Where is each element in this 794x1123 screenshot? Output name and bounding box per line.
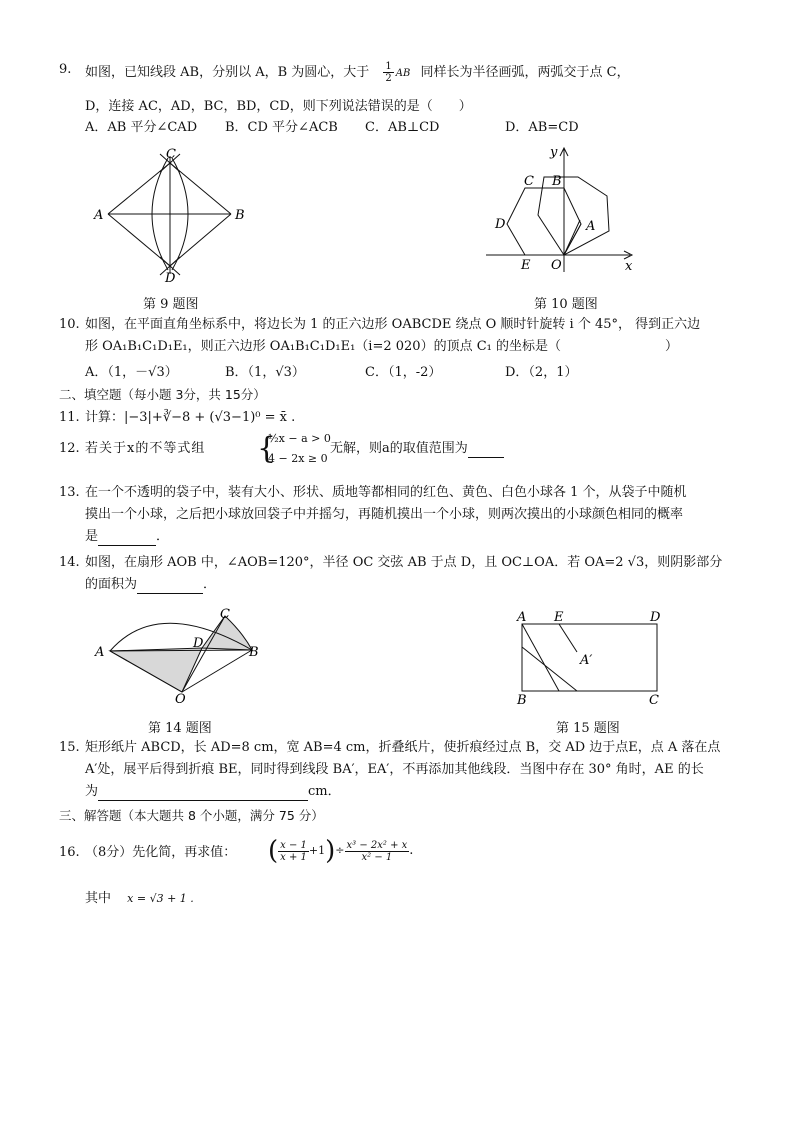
fig15-label-e: E xyxy=(554,610,564,625)
q14-line2 xyxy=(85,576,216,594)
q9-number: 9. xyxy=(59,62,72,77)
q12-system-2: 4 − 2x ≥ 0 xyxy=(268,452,328,465)
fig14-label-d: D xyxy=(193,636,204,651)
q16-expression xyxy=(268,833,413,870)
q12-pre: 若关于x的不等式组 xyxy=(85,441,206,456)
fig15-label-a-prime: A′ xyxy=(580,653,593,668)
q13-number: 13. xyxy=(59,485,80,500)
fig15-label-c: C xyxy=(649,693,659,708)
q10-option-d: D．（2，1） xyxy=(505,365,578,380)
q9-line1-text: 如图，已知线段 AB，分别以 A，B 为圆心，大于 xyxy=(85,65,370,80)
fig14-label-o: O xyxy=(175,692,186,704)
fig10-caption: 第 10 题图 xyxy=(534,297,598,312)
q9-line2: D，连接 AC，AD，BC，BD，CD，则下列说法错误的是（ ） xyxy=(85,99,472,114)
q12-brace: { xyxy=(257,431,277,466)
q9-line1-tail: 同样长为半径画弧，两弧交于点 C， xyxy=(420,65,630,80)
q9-option-d: D．AB=CD xyxy=(505,120,579,135)
q16-plus-one: +1 xyxy=(308,844,326,857)
fig10-label-b: B xyxy=(552,174,562,189)
q16-pre: （8分）先化简，再求值： xyxy=(85,845,237,860)
section-3-heading: 三、解答题（本大题共 8 个小题，满分 75 分） xyxy=(59,808,324,823)
q14-period: ． xyxy=(203,577,217,592)
fig10-label-d: D xyxy=(495,217,506,232)
q16-right-fraction: $\frac{\text{x³ − 2x² + x}}{\text{x² − 1}}$ xyxy=(346,839,408,863)
figure-15 xyxy=(510,606,670,708)
q10-option-a: A．（1，－√3） xyxy=(85,365,178,380)
q9-option-c: C．AB⊥CD xyxy=(365,120,440,135)
figure-10 xyxy=(480,144,650,276)
q12-answer-blank[interactable] xyxy=(468,443,504,458)
q16-where-expr: x = √3 + 1 . xyxy=(127,892,194,905)
q9-line1 xyxy=(85,61,630,84)
fig15-label-d: D xyxy=(650,610,661,625)
q9-option-b: B．CD 平分∠ACB xyxy=(225,120,338,135)
q16-paren-open: ( xyxy=(268,836,279,866)
q11-text: 计算：|−3|+∛−8 + (√3−1)⁰ = x̄ . xyxy=(85,410,296,425)
fig10-label-a: A xyxy=(586,219,596,234)
q12-post-text: 无解，则a的取值范围为 xyxy=(330,441,468,456)
fig10-label-c: C xyxy=(524,174,534,189)
fig15-label-a: A xyxy=(517,610,527,625)
fig14-label-b: B xyxy=(249,645,259,660)
q13-line3 xyxy=(85,528,169,546)
q10-line2: 形 OA₁B₁C₁D₁E₁，则正六边形 OA₁B₁C₁D₁E₁（i=2 020）的顶点 C₁ 的坐标是（ ） xyxy=(85,339,678,354)
q9-half-fraction: $\frac{1}{2}$ xyxy=(385,61,392,84)
q13-period: ． xyxy=(156,529,170,544)
q13-line1: 在一个不透明的袋子中，装有大小、形状、质地等都相同的红色、黄色、白色小球各 1 个，从袋子中随机 xyxy=(85,485,687,500)
fig10-label-y: y xyxy=(550,145,558,160)
q16-number: 16. xyxy=(59,845,80,860)
q15-answer-blank[interactable] xyxy=(98,786,308,801)
q16-divide: ÷ xyxy=(335,844,345,857)
fig14-label-c: C xyxy=(220,607,230,622)
fig9-label-a: A xyxy=(94,208,104,223)
q12-system-1: ½x − a > 0 xyxy=(268,432,331,445)
fig10-label-e: E xyxy=(521,258,531,273)
q15-line2: A′处，展平后得到折痕 BE，同时得到线段 BA′，EA′，不再添加其他线段．当图中存在 30° 角时，AE 的长 xyxy=(85,762,704,777)
q13-line2: 摸出一个小球，之后把小球放回袋子中并摇匀，再随机摸出一个小球，则两次摸出的小球颜色相同的概率 xyxy=(85,507,684,522)
fig9-label-c: C xyxy=(166,147,176,162)
section-2-heading: 二、填空题（每小题 3分，共 15分） xyxy=(59,387,266,402)
q16-left-fraction: $\frac{x - 1}{x + 1}$ xyxy=(280,839,307,863)
q11-number: 11. xyxy=(59,410,80,425)
q9-option-a: A．AB 平分∠CAD xyxy=(85,120,198,135)
q10-option-c: C．（1，-2） xyxy=(365,365,442,380)
fig10-label-x: x xyxy=(625,259,633,274)
fig15-label-b: B xyxy=(517,693,527,708)
fig10-label-o: O xyxy=(551,258,562,273)
fig9-label-b: B xyxy=(235,208,245,223)
q13-line3-text: 是 xyxy=(85,529,99,544)
q15-line3 xyxy=(85,783,341,801)
q16-paren-close: ) xyxy=(325,836,336,866)
q14-number: 14. xyxy=(59,555,80,570)
q16-where-pre: 其中 xyxy=(85,891,112,906)
fig15-caption: 第 15 题图 xyxy=(556,721,620,736)
q13-answer-blank[interactable] xyxy=(98,531,156,546)
q14-line2-text: 的面积为 xyxy=(85,577,138,592)
fig14-caption: 第 14 题图 xyxy=(148,721,212,736)
q15-line1: 矩形纸片 ABCD，长 AD=8 cm，宽 AB=4 cm，折叠纸片，使折痕经过点 B，交 AD 边于点E，点 A 落在点 xyxy=(85,740,721,755)
fig9-label-d: D xyxy=(165,271,176,286)
q10-option-b: B．（1，√3） xyxy=(225,365,305,380)
q12-number: 12. xyxy=(59,441,80,456)
q15-line3-pre: 为 xyxy=(85,784,99,799)
fig9-caption: 第 9 题图 xyxy=(143,297,199,312)
fig14-label-a: A xyxy=(95,645,105,660)
figure-9 xyxy=(90,144,260,292)
q16-period: . xyxy=(409,843,414,858)
q15-line3-post: cm． xyxy=(308,784,341,799)
q9-half-ab: AB xyxy=(395,68,411,79)
q14-line1: 如图，在扇形 AOB 中，∠AOB=120°，半径 OC 交弦 AB 于点 D，且 OC⊥OA．若 OA=2 √3，则阴影部分 xyxy=(85,555,723,570)
q15-number: 15. xyxy=(59,740,80,755)
q12-post xyxy=(330,440,504,458)
figure-14 xyxy=(92,604,267,704)
q10-line1: 如图，在平面直角坐标系中，将边长为 1 的正六边形 OABCDE 绕点 O 顺时针旋转 i 个 45°， 得到正六边 xyxy=(85,317,701,332)
q10-number: 10. xyxy=(59,317,80,332)
q14-answer-blank[interactable] xyxy=(137,579,203,594)
q16-where xyxy=(85,890,194,908)
